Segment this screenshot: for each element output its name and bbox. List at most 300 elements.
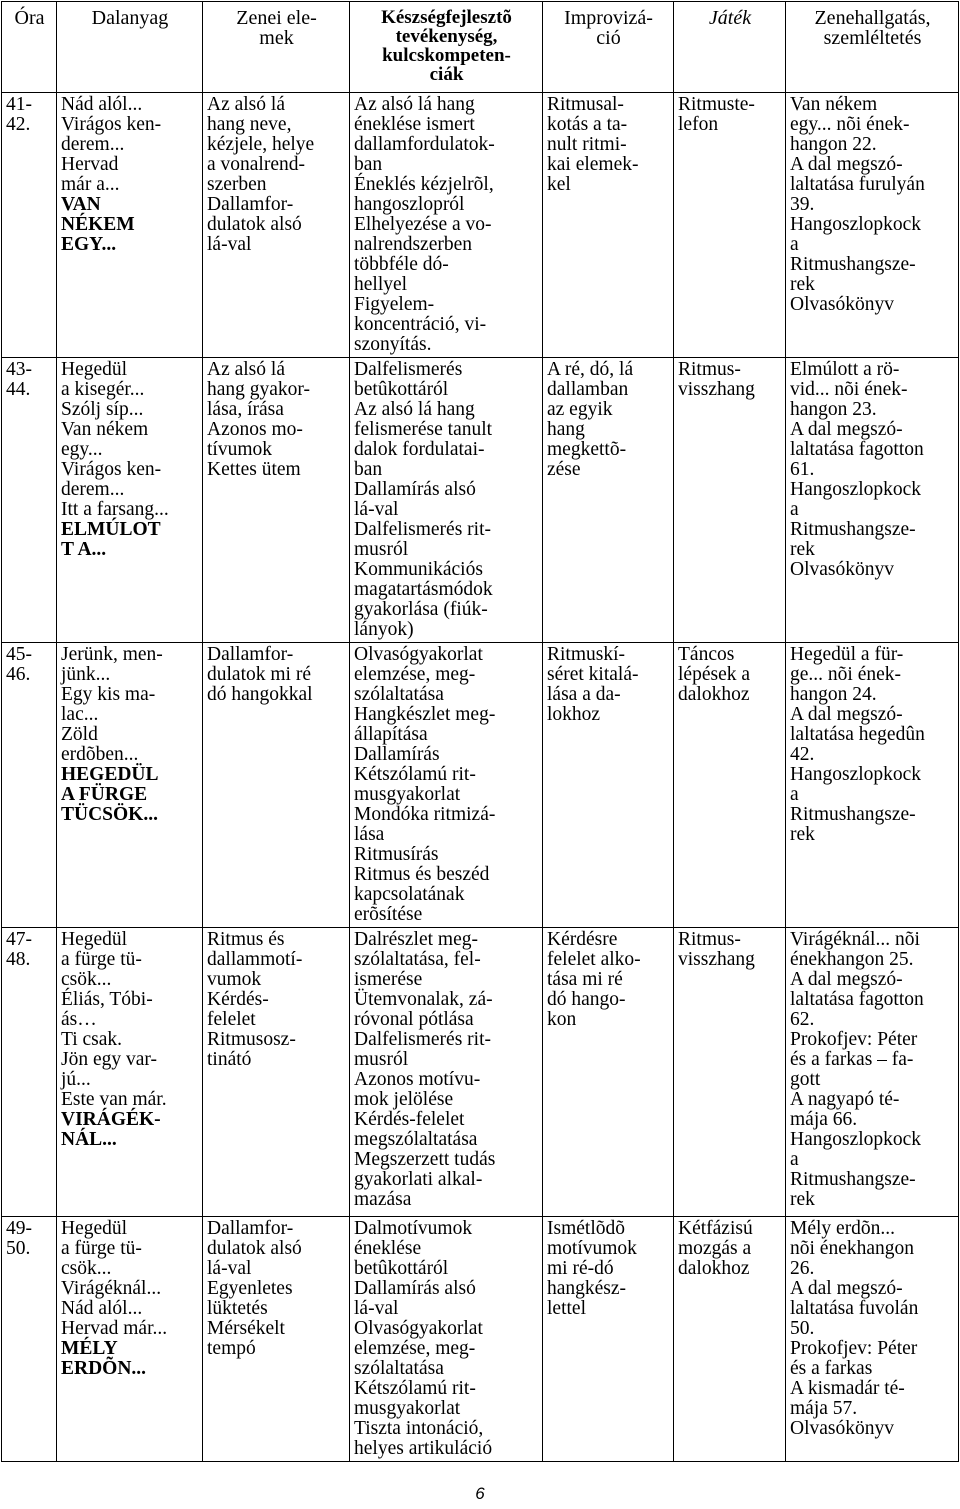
text-line: Ritmuste- <box>678 94 755 115</box>
text-line: Olvasókönyv <box>790 559 894 580</box>
cell-zenehallgatas <box>786 643 959 928</box>
text-line: Dallamírás <box>354 744 440 765</box>
text-line: Van nékem <box>61 419 149 440</box>
text-line: mek <box>259 27 294 49</box>
text-line: Éneklés kézjelrõl, <box>354 174 494 195</box>
text-line: Mérsékelt <box>207 1318 285 1339</box>
text-line: 50. <box>790 1318 815 1339</box>
text-line: lása <box>354 824 385 845</box>
cell-zenei-elemek <box>203 928 350 1217</box>
text-line: Dalfelismerés rit- <box>354 519 491 540</box>
text-line: többféle dó- <box>354 254 449 275</box>
text-line: helyes artikuláció <box>354 1438 493 1459</box>
text-line: A dal megszó- <box>790 1278 903 1299</box>
text-line: lettel <box>547 1298 586 1319</box>
text-line: tívumok <box>207 439 273 460</box>
text-line: Ütemvonalak, zá- <box>354 989 493 1010</box>
text-line: Nád alól... <box>61 94 143 115</box>
text-line: laltatása fuvolán <box>790 1298 919 1319</box>
text-line: magatartásmódok <box>354 579 493 600</box>
text-line: Kétszólamú rit- <box>354 764 476 785</box>
text-line: Dalmotívumok <box>354 1218 473 1239</box>
cell-dalanyag <box>57 1217 203 1462</box>
text-line: és a farkas – fa- <box>790 1049 914 1070</box>
text-line: Hegedül <box>61 359 128 380</box>
text-line: dallamfordulatok- <box>354 134 495 155</box>
text-line: dó hangokkal <box>207 684 313 705</box>
cell-dalanyag <box>57 643 203 928</box>
text-line: vumok <box>207 969 262 990</box>
text-line: hangkész- <box>547 1278 627 1299</box>
text-line: ban <box>354 459 383 480</box>
text-line: Az alsó lá <box>207 359 285 380</box>
text-line: egy... nõi ének- <box>790 114 910 135</box>
cell-jatek <box>674 928 786 1217</box>
text-line: tása mi ré <box>547 969 623 990</box>
text-line: Kérdés-felelet <box>354 1109 465 1130</box>
text-line: lá-val <box>207 234 252 255</box>
text-line: zése <box>547 459 581 480</box>
text-line: 39. <box>790 194 815 215</box>
text-line: Dalrészlet meg- <box>354 929 478 950</box>
text-line: erdõben... <box>61 744 139 765</box>
text-line: dalokhoz <box>678 1258 750 1279</box>
text-line: Prokofjev: Péter <box>790 1338 918 1359</box>
text-line: Virágéknál... <box>61 1278 162 1299</box>
text-line: szólaltatása <box>354 1358 444 1379</box>
cell-jatek <box>674 643 786 928</box>
text-line: mozgás a <box>678 1238 752 1259</box>
text-line: már a... <box>61 174 120 195</box>
text-line: hellyel <box>354 274 408 295</box>
text-line: Dalfelismerés <box>354 359 463 380</box>
text-line: VAN <box>61 194 101 215</box>
text-line: motívumok <box>547 1238 637 1259</box>
text-line: Olvasógyakorlat <box>354 644 483 665</box>
lesson-plan-table <box>1 1 959 1462</box>
text-line: 44. <box>6 379 31 400</box>
text-line: dallammotí- <box>207 949 303 970</box>
cell-zenehallgatas <box>786 358 959 643</box>
text-line: Virágos ken- <box>61 459 162 480</box>
text-line: hangon 24. <box>790 684 877 705</box>
text-line: dalok fordulatai- <box>354 439 485 460</box>
text-line: lüktetés <box>207 1298 268 1319</box>
text-line: Ritmusal- <box>547 94 624 115</box>
lesson-plan-page <box>1 1 958 1462</box>
text-line: a <box>790 234 799 255</box>
text-line: ismerése <box>354 969 423 990</box>
text-line: A dal megszó- <box>790 154 903 175</box>
text-line: 49- <box>6 1218 32 1239</box>
text-line: Jön egy var- <box>61 1049 157 1070</box>
page-number: 6 <box>475 1484 485 1503</box>
header-dalanyag <box>57 2 203 93</box>
table-row <box>2 1217 959 1462</box>
text-line: 43- <box>6 359 32 380</box>
text-line: Este van már. <box>61 1089 167 1110</box>
text-line: csök... <box>61 1258 112 1279</box>
text-line: Hangkészlet meg- <box>354 704 496 725</box>
cell-keszsegfejleszto <box>350 1217 543 1462</box>
text-line: Kommunikációs <box>354 559 483 580</box>
text-line: Ritmus- <box>678 929 741 950</box>
header-keszsegfejleszto <box>350 2 543 93</box>
cell-improvizacio <box>543 93 674 358</box>
text-line: dulatok alsó <box>207 1238 302 1259</box>
text-line: Dallamfor- <box>207 194 294 215</box>
text-line: 47- <box>6 929 32 950</box>
text-line: a fürge tü- <box>61 949 142 970</box>
text-line: Kétfázisú <box>678 1218 753 1239</box>
text-line: Mondóka ritmizá- <box>354 804 496 825</box>
text-line: 61. <box>790 459 815 480</box>
cell-ora <box>2 1217 57 1462</box>
text-line: A dal megszó- <box>790 419 903 440</box>
text-line: hangon 23. <box>790 399 877 420</box>
text-line: Ti csak. <box>61 1029 123 1050</box>
text-line: Olvasókönyv <box>790 294 894 315</box>
text-line: nalrendszerben <box>354 234 473 255</box>
text-line: kulcskompeten- <box>382 45 511 66</box>
text-line: derem... <box>61 134 125 155</box>
cell-keszsegfejleszto <box>350 93 543 358</box>
text-line: Dallamírás alsó <box>354 1278 476 1299</box>
text-line: tevékenység, <box>395 26 498 47</box>
text-line: Virágéknál... nõi <box>790 929 920 950</box>
text-line: Dalfelismerés rit- <box>354 1029 491 1050</box>
text-line: dulatok mi ré <box>207 664 311 685</box>
text-line: szerben <box>207 174 267 195</box>
text-line: jú... <box>61 1069 91 1090</box>
text-line: Kettes ütem <box>207 459 301 480</box>
table-row <box>2 928 959 1217</box>
text-line: laltatása furulyán <box>790 174 925 195</box>
text-line: 46. <box>6 664 31 685</box>
text-line: Ritmusosz- <box>207 1029 296 1050</box>
text-line: Elhelyezése a vo- <box>354 214 492 235</box>
text-line: Szólj síp... <box>61 399 144 420</box>
text-line: Azonos motívu- <box>354 1069 481 1090</box>
text-line: dallamban <box>547 379 629 400</box>
text-line: Hangoszlopkock <box>790 479 922 500</box>
text-line: Hangoszlopkock <box>790 764 922 785</box>
text-line: elemzése, meg- <box>354 664 476 685</box>
text-line: Dallamfor- <box>207 1218 294 1239</box>
text-line: Egy kis ma- <box>61 684 156 705</box>
text-line: éneklése <box>354 1238 422 1259</box>
text-line: Ismétlõdõ <box>547 1218 625 1239</box>
cell-zenei-elemek <box>203 358 350 643</box>
table-row <box>2 93 959 358</box>
text-line: mok jelölése <box>354 1089 454 1110</box>
text-line: 26. <box>790 1258 815 1279</box>
text-line: NÁL... <box>61 1129 117 1150</box>
text-line: kézjele, helye <box>207 134 315 155</box>
text-line: Jerünk, men- <box>61 644 163 665</box>
text-line: lefon <box>678 114 719 135</box>
cell-ora <box>2 928 57 1217</box>
cell-zenehallgatas <box>786 1217 959 1462</box>
text-line: kel <box>547 174 571 195</box>
cell-keszsegfejleszto <box>350 643 543 928</box>
text-line: kapcsolatának <box>354 884 465 905</box>
text-line: megszólaltatása <box>354 1129 478 1150</box>
text-line: T A... <box>61 539 107 560</box>
text-line: Táncos <box>678 644 735 665</box>
text-line: a kisegér... <box>61 379 145 400</box>
text-line: gyakorlása (fiúk- <box>354 599 488 620</box>
text-line: tempó <box>207 1338 256 1359</box>
text-line: Zenei ele- <box>236 7 317 29</box>
text-line: énekhangon 25. <box>790 949 914 970</box>
text-line: laltatása fagotton <box>790 989 924 1010</box>
text-line: a <box>790 784 799 805</box>
text-line: 42. <box>790 744 815 765</box>
text-line: gott <box>790 1069 821 1090</box>
text-line: 50. <box>6 1238 31 1259</box>
text-line: rek <box>790 824 815 845</box>
text-line: Zöld <box>61 724 98 745</box>
text-line: szólaltatása, fel- <box>354 949 481 970</box>
text-line: Ritmushangsze- <box>790 519 916 540</box>
cell-jatek <box>674 93 786 358</box>
text-line: EGY... <box>61 234 117 255</box>
text-line: Óra <box>14 7 45 29</box>
text-line: mazása <box>354 1189 412 1210</box>
text-line: Ritmushangsze- <box>790 254 916 275</box>
text-line: 45- <box>6 644 32 665</box>
text-line: betûkottáról <box>354 1258 449 1279</box>
text-line: ban <box>354 154 383 175</box>
cell-keszsegfejleszto <box>350 928 543 1217</box>
text-line: Dalanyag <box>91 7 169 29</box>
text-line: Ritmushangsze- <box>790 804 916 825</box>
text-line: nõi énekhangon <box>790 1238 915 1259</box>
text-line: dalokhoz <box>678 684 750 705</box>
text-line: egy... <box>61 439 103 460</box>
text-line: a <box>790 1149 799 1170</box>
cell-improvizacio <box>543 643 674 928</box>
text-line: Virágos ken- <box>61 114 162 135</box>
text-line: felelet <box>207 1009 256 1030</box>
header-row <box>2 2 959 93</box>
cell-dalanyag <box>57 93 203 358</box>
text-line: gyakorlati alkal- <box>354 1169 483 1190</box>
text-line: Improvizá- <box>564 7 653 29</box>
text-line: hang gyakor- <box>207 379 311 400</box>
text-line: Elmúlott a rö- <box>790 359 900 380</box>
text-line: ciák <box>429 64 464 85</box>
text-line: Van nékem <box>790 94 878 115</box>
text-line: erõsítése <box>354 904 423 925</box>
text-line: 48. <box>6 949 31 970</box>
text-line: Nád alól... <box>61 1298 143 1319</box>
cell-dalanyag <box>57 358 203 643</box>
text-line: szemléltetés <box>823 27 922 49</box>
text-line: Az alsó lá hang <box>354 399 475 420</box>
text-line: Megszerzett tudás <box>354 1149 496 1170</box>
text-line: mája 66. <box>790 1109 858 1130</box>
text-line: laltatása fagotton <box>790 439 924 460</box>
text-line: A kismadár té- <box>790 1378 905 1399</box>
text-line: éneklése ismert <box>354 114 475 135</box>
text-line: ERDÕN... <box>61 1358 147 1379</box>
text-line: Hervad <box>61 154 119 175</box>
text-line: állapítása <box>354 724 428 745</box>
text-line: lépések a <box>678 664 751 685</box>
text-line: Hervad már... <box>61 1318 168 1339</box>
text-line: 42. <box>6 114 31 135</box>
text-line: tinátó <box>207 1049 252 1070</box>
text-line: derem... <box>61 479 125 500</box>
text-line: laltatása hegedûn <box>790 724 925 745</box>
text-line: 62. <box>790 1009 815 1030</box>
text-line: Készségfejlesztõ <box>381 7 512 28</box>
header-improvizacio <box>543 2 674 93</box>
text-line: szólaltatása <box>354 684 444 705</box>
text-line: rek <box>790 274 815 295</box>
text-line: rek <box>790 539 815 560</box>
text-line: ás… <box>61 1009 97 1030</box>
text-line: MÉLY <box>61 1338 118 1359</box>
text-line: VIRÁGÉK- <box>61 1109 161 1130</box>
text-line: Ritmuskí- <box>547 644 626 665</box>
cell-zenei-elemek <box>203 93 350 358</box>
header-jatek <box>674 2 786 93</box>
text-line: Ritmus és beszéd <box>354 864 490 885</box>
text-line: nult ritmi- <box>547 134 627 155</box>
text-line: Az alsó lá <box>207 94 285 115</box>
text-line: elemzése, meg- <box>354 1338 476 1359</box>
cell-ora <box>2 93 57 358</box>
text-line: hangoszlopról <box>354 194 465 215</box>
text-line: Kérdés- <box>207 989 269 1010</box>
text-line: A ré, dó, lá <box>547 359 634 380</box>
text-line: Ritmushangsze- <box>790 1169 916 1190</box>
text-line: Egyenletes <box>207 1278 293 1299</box>
cell-keszsegfejleszto <box>350 358 543 643</box>
header-zenei-elemek <box>203 2 350 93</box>
cell-ora <box>2 358 57 643</box>
text-line: ció <box>596 27 621 49</box>
text-line: Ritmus és <box>207 929 285 950</box>
text-line: Dallamfor- <box>207 644 294 665</box>
text-line: TÜCSÖK... <box>61 804 158 825</box>
text-line: séret kitalá- <box>547 664 639 685</box>
text-line: dó hango- <box>547 989 626 1010</box>
text-line: jünk... <box>61 664 111 685</box>
text-line: HEGEDÜL <box>61 764 159 785</box>
text-line: Olvasókönyv <box>790 1418 894 1439</box>
text-line: Kétszólamú rit- <box>354 1378 476 1399</box>
cell-ora <box>2 643 57 928</box>
text-line: Zenehallgatás, <box>814 7 931 29</box>
text-line: Játék <box>708 7 752 29</box>
text-line: szonyítás. <box>354 334 432 355</box>
text-line: 41- <box>6 94 32 115</box>
text-line: felismerése tanult <box>354 419 493 440</box>
text-line: a fürge tü- <box>61 1238 142 1259</box>
text-line: lac... <box>61 704 99 725</box>
text-line: Ritmusírás <box>354 844 439 865</box>
text-line: megkettõ- <box>547 439 627 460</box>
text-line: lása a da- <box>547 684 621 705</box>
text-line: hangon 22. <box>790 134 877 155</box>
cell-zenehallgatas <box>786 93 959 358</box>
cell-dalanyag <box>57 928 203 1217</box>
text-line: NÉKEM <box>61 214 135 235</box>
text-line: a <box>790 499 799 520</box>
header-ora <box>2 2 57 93</box>
text-line: A FÜRGE <box>61 784 148 805</box>
text-line: visszhang <box>678 379 755 400</box>
text-line: Hegedül a für- <box>790 644 904 665</box>
text-line: Olvasógyakorlat <box>354 1318 483 1339</box>
text-line: Hangoszlopkock <box>790 1129 922 1150</box>
cell-zenehallgatas <box>786 928 959 1217</box>
text-line: felelet alko- <box>547 949 641 970</box>
text-line: mi ré-dó <box>547 1258 614 1279</box>
text-line: ge... nõi ének- <box>790 664 902 685</box>
text-line: lokhoz <box>547 704 601 725</box>
text-line: Azonos mo- <box>207 419 303 440</box>
text-line: kotás a ta- <box>547 114 628 135</box>
text-line: musról <box>354 1049 409 1070</box>
text-line: lása, írása <box>207 399 284 420</box>
text-line: Itt a farsang... <box>61 499 169 520</box>
text-line: Kérdésre <box>547 929 618 950</box>
cell-improvizacio <box>543 1217 674 1462</box>
text-line: musgyakorlat <box>354 1398 461 1419</box>
cell-improvizacio <box>543 928 674 1217</box>
text-line: lá-val <box>354 499 399 520</box>
text-line: dulatok alsó <box>207 214 302 235</box>
text-line: Éliás, Tóbi- <box>61 989 153 1010</box>
text-line: Hegedül <box>61 929 128 950</box>
text-line: rek <box>790 1189 815 1210</box>
text-line: musról <box>354 539 409 560</box>
text-line: kon <box>547 1009 577 1030</box>
text-line: musgyakorlat <box>354 784 461 805</box>
table-row <box>2 358 959 643</box>
text-line: és a farkas <box>790 1358 873 1379</box>
text-line: koncentráció, vi- <box>354 314 487 335</box>
text-line: Prokofjev: Péter <box>790 1029 918 1050</box>
text-line: A dal megszó- <box>790 704 903 725</box>
text-line: kai elemek- <box>547 154 639 175</box>
text-line: Ritmus- <box>678 359 741 380</box>
text-line: róvonal pótlása <box>354 1009 474 1030</box>
text-line: lá-val <box>207 1258 252 1279</box>
text-line: csök... <box>61 969 112 990</box>
text-line: Tiszta intonáció, <box>354 1418 484 1439</box>
text-line: A dal megszó- <box>790 969 903 990</box>
cell-jatek <box>674 1217 786 1462</box>
text-line: Figyelem- <box>354 294 435 315</box>
cell-jatek <box>674 358 786 643</box>
text-line: hang neve, <box>207 114 292 135</box>
text-line: a vonalrend- <box>207 154 305 175</box>
cell-zenei-elemek <box>203 643 350 928</box>
text-line: Hegedül <box>61 1218 128 1239</box>
text-line: lányok) <box>354 619 414 640</box>
text-line: hang <box>547 419 585 440</box>
text-line: visszhang <box>678 949 755 970</box>
text-line: Dallamírás alsó <box>354 479 476 500</box>
text-line: Az alsó lá hang <box>354 94 475 115</box>
text-line: lá-val <box>354 1298 399 1319</box>
